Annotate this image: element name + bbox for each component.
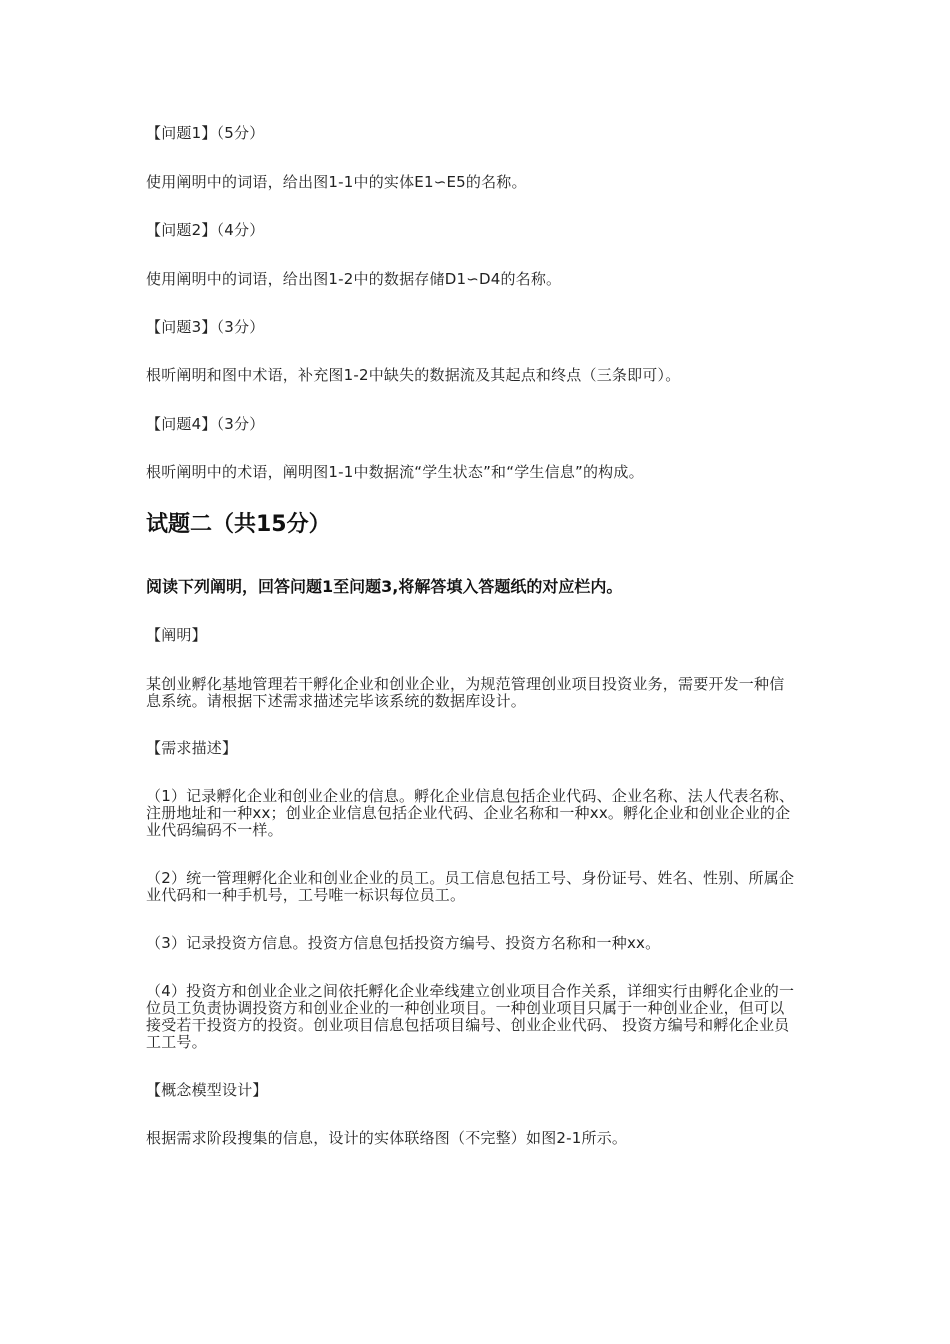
concept-text: 根据需求阶段搜集的信息，设计的实体联络图（不完整）如图2-1所示。 [146,1129,628,1147]
question-4-title: 【问题4】（3分） [146,415,265,433]
question-3-text: 根听阐明和图中术语，补充图1-2中缺失的数据流及其起点和终点（三条即可）。 [146,366,681,384]
requirements-label: 【需求描述】 [146,739,238,757]
requirement-4: （4）投资方和创业企业之间依托孵化企业牵线建立创业项目合作关系，详细实行由孵化企业的一位员工负责协调投资方和创业企业的一种创业项目。一种创业项目只属于一种创业企业，但可以接受若干投资方的投资。创业项目信息包括项目编号、创业企业代码、 投资方编号和孵化企业员工工号。 [146,982,795,1051]
question-3-title: 【问题3】（3分） [146,318,265,336]
question-2-title: 【问题2】（4分） [146,221,265,239]
concept-label: 【概念模型设计】 [146,1081,268,1099]
explanation-label: 【阐明】 [146,626,207,644]
requirement-1: （1）记录孵化企业和创业企业的信息。孵化企业信息包括企业代码、企业名称、法人代表名称、注册地址和一种xx；创业企业信息包括企业代码、企业名称和一种xx。孵化企业和创业企业的企业代码编码不一样。 [146,787,795,839]
question-2-text: 使用阐明中的词语，给出图1-2中的数据存储D1∽D4的名称。 [146,270,562,288]
question-1-text: 使用阐明中的词语，给出图1-1中的实体E1∽E5的名称。 [146,173,527,191]
question-4-text: 根听阐明中的术语，阐明图1-1中数据流“学生状态”和“学生信息”的构成。 [146,463,644,481]
instruction: 阅读下列阐明，回答问题1至问题3,将解答填入答题纸的对应栏内。 [146,577,623,596]
question-1-title: 【问题1】（5分） [146,124,265,142]
section-title: 试题二（共15分） [146,512,331,537]
requirement-3: （3）记录投资方信息。投资方信息包括投资方编号、投资方名称和一种xx。 [146,934,661,952]
requirement-2: （2）统一管理孵化企业和创业企业的员工。员工信息包括工号、身份证号、姓名、性别、所属企业代码和一种手机号，工号唯一标识每位员工。 [146,869,795,904]
explanation-text: 某创业孵化基地管理若干孵化企业和创业企业，为规范管理创业项目投资业务，需要开发一种信息系统。请根据下述需求描述完毕该系统的数据库设计。 [146,675,785,710]
